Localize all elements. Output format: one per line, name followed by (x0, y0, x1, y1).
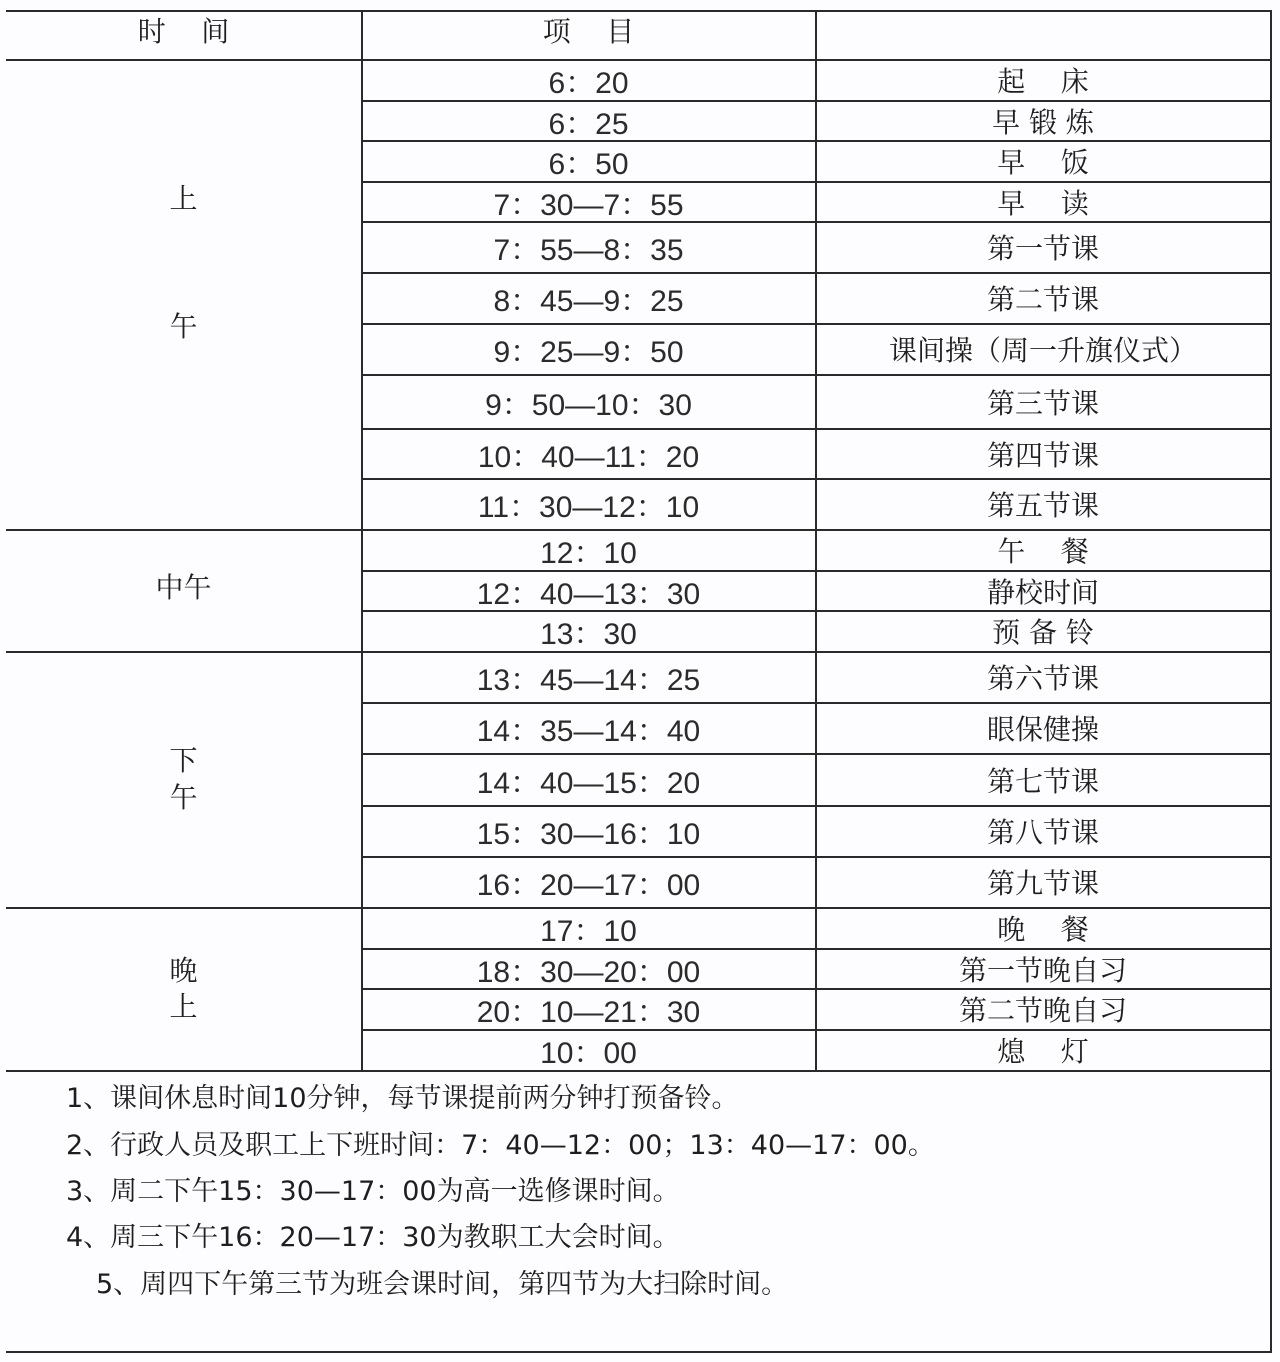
row-time: 15：30—16：10 (476, 818, 701, 851)
row-time: 12：40—13：30 (476, 577, 701, 611)
row-item: 第五节课 (986, 489, 1099, 522)
row-time: 8：45—9：25 (493, 285, 684, 318)
section-evening-char-1: 晚 (169, 953, 198, 987)
row-item: 午 餐 (997, 535, 1089, 568)
row-time: 13：30 (540, 618, 637, 651)
row-time: 13：45—14：25 (476, 664, 701, 697)
row-item: 早 锻 炼 (992, 105, 1094, 139)
row-item: 熄 灯 (997, 1035, 1089, 1068)
table-bottom-border (6, 1351, 1272, 1353)
row-time: 6：25 (548, 107, 629, 141)
row-item: 晚 餐 (997, 913, 1089, 946)
row-item: 早 饭 (997, 146, 1089, 179)
row-time: 9：25—9：50 (493, 336, 684, 369)
row-time: 9：50—10：30 (485, 388, 692, 422)
row-item: 早 读 (997, 186, 1089, 220)
section-morning-char-1: 上 (169, 181, 198, 215)
note-2: 2、行政人员及职工上下班时间：7：40—12：00；13：40—17：00。 (66, 1130, 935, 1161)
row-item: 第二节晚自习 (958, 994, 1127, 1027)
row-time: 7：30—7：55 (493, 188, 684, 222)
row-time: 6：50 (548, 148, 629, 181)
row-time: 10：40—11：20 (477, 440, 700, 474)
row-item: 课间操（周一升旗仪式） (888, 334, 1197, 367)
row-item: 眼保健操 (986, 713, 1099, 746)
row-time: 14：40—15：20 (476, 766, 701, 800)
row-time: 16：20—17：00 (476, 869, 701, 902)
header-item: 项 目 (542, 15, 635, 48)
row-item: 第一节课 (986, 232, 1099, 265)
row-time: 6：20 (548, 67, 629, 100)
row-item: 第二节课 (986, 283, 1099, 316)
header-time: 时 间 (137, 15, 230, 48)
note-4: 4、周三下午16：20—17：30为教职工大会时间。 (66, 1222, 680, 1253)
row-item: 第八节课 (986, 816, 1099, 849)
row-item: 第四节课 (986, 438, 1099, 472)
table-right-border (1270, 10, 1272, 1353)
row-time: 14：35—14：40 (476, 715, 701, 748)
section-evening (6, 908, 361, 1070)
section-afternoon (6, 652, 361, 907)
row-time: 17：10 (540, 915, 637, 948)
section-evening-char-2: 上 (169, 990, 198, 1023)
note-5: 5、周四下午第三节为班会课时间，第四节为大扫除时间。 (96, 1269, 789, 1300)
row-time: 11：30—12：10 (477, 491, 700, 524)
note-3: 3、周二下午15：30—17：00为高一选修课时间。 (66, 1176, 680, 1207)
row-time: 20：10—21：30 (476, 996, 701, 1029)
section-afternoon-char-2: 午 (169, 780, 198, 814)
section-morning-char-2: 午 (169, 310, 198, 343)
notes-top-border (6, 1070, 1272, 1072)
section-noon-label: 中午 (155, 571, 212, 605)
section-afternoon-char-1: 下 (169, 744, 198, 778)
row-time: 12：10 (540, 537, 637, 570)
row-item: 第一节晚自习 (958, 953, 1127, 987)
note-1: 1、课间休息时间10分钟，每节课提前两分钟打预备铃。 (66, 1083, 739, 1114)
section-morning (6, 60, 361, 530)
row-item: 静校时间 (986, 575, 1099, 609)
section-noon (6, 530, 361, 651)
row-item: 第三节课 (986, 386, 1099, 420)
row-time: 10：00 (540, 1037, 637, 1070)
row-item: 第九节课 (986, 867, 1099, 900)
row-item: 第七节课 (986, 764, 1099, 798)
row-item: 起 床 (997, 65, 1089, 98)
row-item: 第六节课 (986, 662, 1099, 695)
row-time: 18：30—20：00 (476, 955, 701, 989)
header-desc (816, 10, 1270, 50)
row-time: 7：55—8：35 (493, 234, 684, 267)
row-item: 预 备 铃 (992, 616, 1094, 649)
